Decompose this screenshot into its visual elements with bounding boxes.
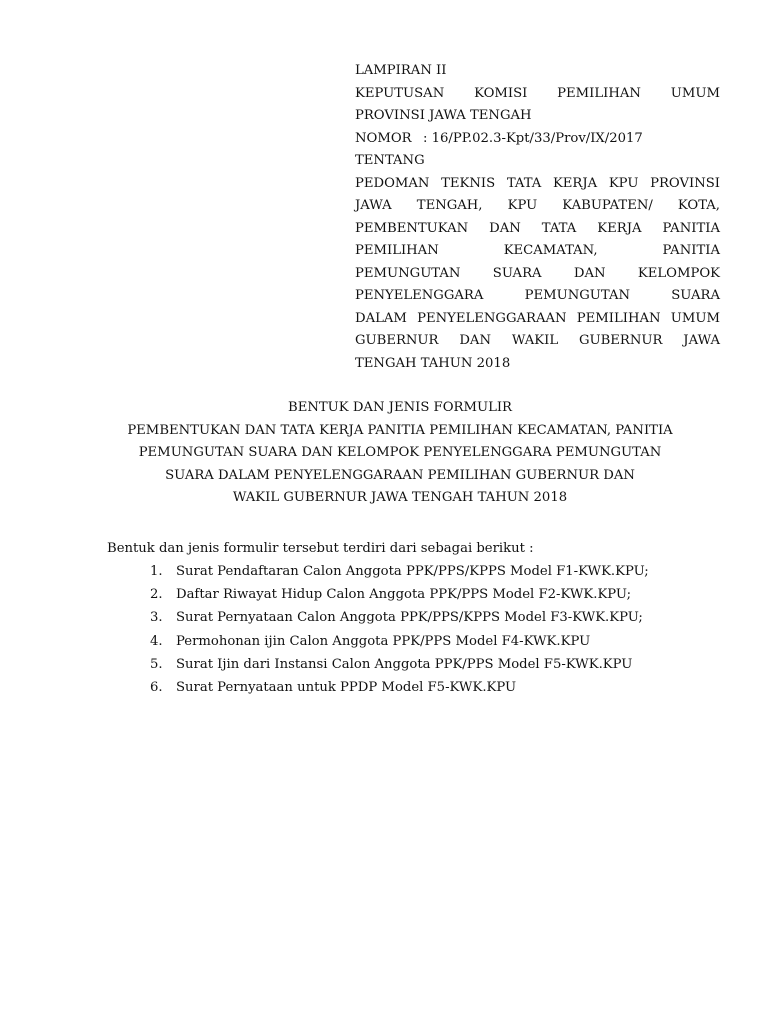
title-line: WAKIL GUBERNUR JAWA TENGAH TAHUN 2018 [232,490,568,505]
subject-line: PEMBENTUKAN DAN TATA KERJA PANITIA [355,220,720,236]
list-item-text: Permohonan ijin Calon Anggota PPK/PPS Model F4-KWK.KPU [176,633,591,649]
subject-line: DALAM PENYELENGGARAAN PEMILIHAN UMUM [355,310,720,326]
list-item-number: 2. [150,587,163,603]
provinsi-line: PROVINSI JAWA TENGAH [355,108,532,123]
list-item-text: Surat Pernyataan Calon Anggota PPK/PPS/KPPS Model F3-KWK.KPU; [176,610,643,626]
nomor-label: NOMOR [355,130,412,146]
list-item-number: 6. [150,680,163,696]
list-item [150,676,700,699]
subject-line: GUBERNUR DAN WAKIL GUBERNUR JAWA [355,333,720,348]
list-item [150,560,700,583]
list-item-number: 1. [150,564,163,579]
list-item-number: 5. [150,656,163,672]
list-item-number: 3. [150,610,163,626]
subject-line: PEDOMAN TEKNIS TATA KERJA KPU PROVINSI [355,175,720,191]
nomor-line [355,128,720,151]
lampiran-header [355,60,720,375]
title-line: SUARA DALAM PENYELENGGARAAN PEMILIHAN GUBERNUR DAN [165,467,635,483]
subject-line: PENYELENGGARA PEMUNGUTAN SUARA [355,288,720,303]
intro-paragraph: Bentuk dan jenis formulir tersebut terdiri dari sebagai berikut : [107,541,534,556]
document-title [90,397,710,510]
lampiran-label: LAMPIRAN II [355,63,447,78]
tentang-label: TENTANG [355,153,425,168]
title-line: PEMBENTUKAN DAN TATA KERJA PANITIA PEMILIHAN KECAMATAN, PANITIA [127,422,673,438]
list-item [150,630,700,653]
subject-line: PEMILIHAN KECAMATAN, PANITIA [355,243,720,258]
list-item-text: Surat Pernyataan untuk PPDP Model F5-KWK.KPU [176,680,517,696]
list-item-text: Surat Ijin dari Instansi Calon Anggota PPK/PPS Model F5-KWK.KPU [176,656,633,672]
title-line: PEMUNGUTAN SUARA DAN KELOMPOK PENYELENGGARA PEMUNGUTAN [138,445,662,460]
list-item [150,606,700,629]
list-item [150,583,700,606]
subject-line: JAWA TENGAH, KPU KABUPATEN/ KOTA, [355,198,720,213]
formulir-list [150,560,700,699]
title-line: BENTUK DAN JENIS FORMULIR [288,400,512,415]
subject-line: TENGAH TAHUN 2018 [355,355,511,371]
list-item-number: 4. [150,633,163,649]
subject-line: PEMUNGUTAN SUARA DAN KELOMPOK [355,265,720,281]
list-item-text: Surat Pendaftaran Calon Anggota PPK/PPS/KPPS Model F1-KWK.KPU; [176,564,649,579]
list-item-text: Daftar Riwayat Hidup Calon Anggota PPK/PPS Model F2-KWK.KPU; [176,587,632,603]
list-item [150,653,700,676]
nomor-value: : 16/PP.02.3-Kpt/33/Prov/IX/2017 [423,130,643,146]
keputusan-line: KEPUTUSAN KOMISI PEMILIHAN UMUM [355,85,720,101]
